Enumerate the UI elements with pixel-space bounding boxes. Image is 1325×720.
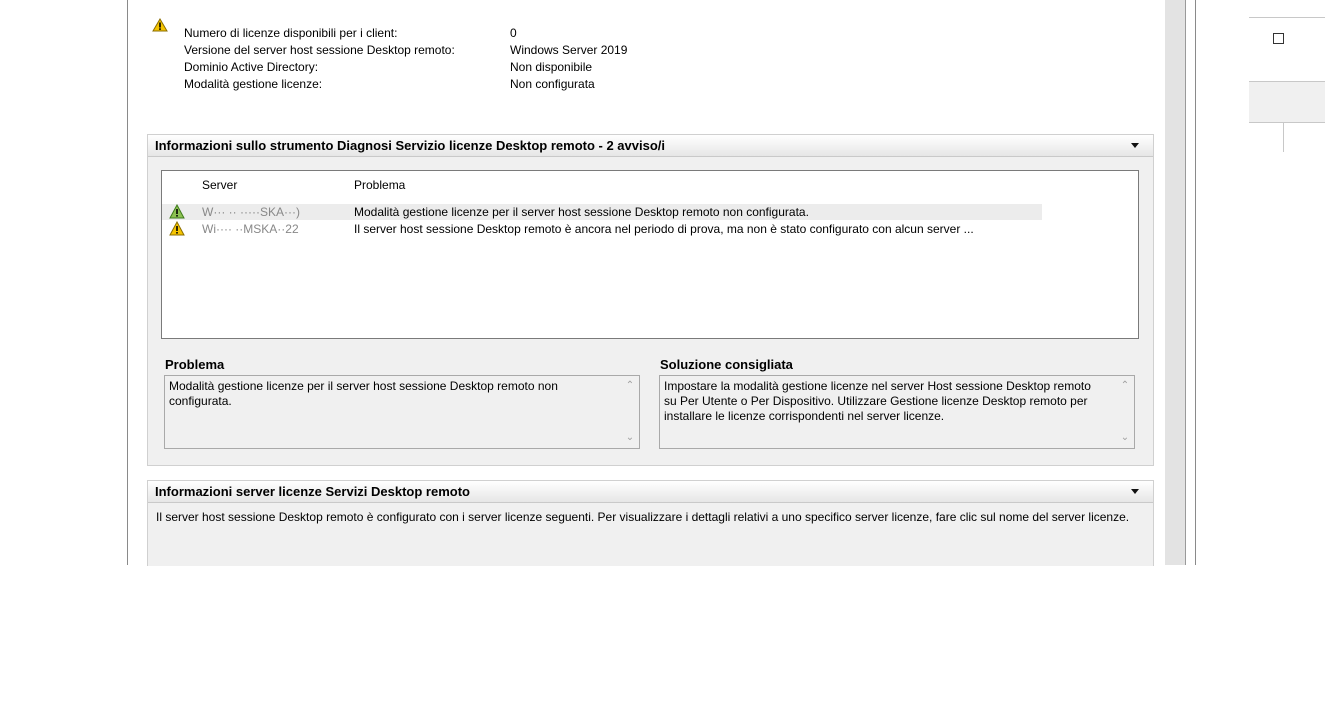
diagnosis-section	[147, 134, 1154, 466]
solution-pane-title: Soluzione consigliata	[660, 357, 793, 372]
table-row[interactable]	[162, 221, 1042, 237]
problem-cell: Il server host sessione Desktop remoto è ancora nel periodo di prova, ma non è stato configurato con alcun server ...	[354, 222, 974, 236]
chevron-down-icon[interactable]	[1131, 489, 1139, 494]
column-header-server[interactable]: Server	[202, 178, 238, 192]
license-servers-description: Il server host sessione Desktop remoto è configurato con i server licenze seguenti. Per visualizzare i dettagli relativi a uno specifico server licenze, fare clic sul nome del server licenze.	[156, 510, 1130, 524]
solution-text: Impostare la modalità gestione licenze nel server Host sessione Desktop remoto su Per Utente o Per Dispositivo. Utilizzare Gestione licenze Desktop remoto per installare le licenze corrispondenti nel server licenze.	[664, 379, 1091, 423]
right-side-panel	[1249, 0, 1325, 125]
license-servers-section	[147, 480, 1154, 566]
server-name-cell: Wi···· ··MSKA··22	[202, 222, 299, 236]
info-value: 0	[510, 26, 517, 40]
problem-cell: Modalità gestione licenze per il server host sessione Desktop remoto non configurata.	[354, 205, 809, 219]
panel-band	[1249, 81, 1325, 123]
info-label: Versione del server host sessione Desktop remoto:	[184, 43, 455, 57]
info-value: Windows Server 2019	[510, 43, 628, 57]
scroll-up-icon[interactable]: ⌃	[1120, 380, 1130, 391]
table-row[interactable]	[162, 204, 1042, 220]
info-label: Modalità gestione licenze:	[184, 77, 323, 91]
problem-textbox[interactable]	[164, 375, 640, 449]
chevron-down-icon[interactable]	[1131, 143, 1139, 148]
scroll-up-icon[interactable]: ⌃	[625, 380, 635, 391]
warning-green-icon	[169, 204, 185, 219]
solution-textbox[interactable]	[659, 375, 1135, 449]
scroll-down-icon[interactable]: ⌄	[1120, 432, 1130, 443]
column-header-problem[interactable]: Problema	[354, 178, 406, 192]
warning-icon	[152, 18, 168, 32]
info-label: Dominio Active Directory:	[184, 60, 319, 74]
diagnosis-listview[interactable]	[161, 170, 1139, 339]
checkbox[interactable]	[1273, 33, 1284, 44]
problem-pane-title: Problema	[165, 357, 225, 372]
vertical-scrollbar[interactable]	[1165, 0, 1185, 565]
panel-divider	[1249, 17, 1325, 18]
server-name-cell: W··· ·· ·····SKA···)	[202, 205, 300, 219]
info-value: Non configurata	[510, 77, 595, 91]
panel-divider	[1283, 122, 1284, 152]
problem-text: Modalità gestione licenze per il server host sessione Desktop remoto non configurata.	[169, 379, 558, 408]
license-servers-section-title: Informazioni server licenze Servizi Desktop remoto	[155, 484, 470, 499]
info-label: Numero di licenze disponibili per i client:	[184, 26, 398, 40]
license-servers-section-header[interactable]	[148, 481, 1153, 503]
frame-divider	[1185, 0, 1186, 565]
info-value: Non disponibile	[510, 60, 593, 74]
scroll-down-icon[interactable]: ⌄	[625, 432, 635, 443]
diagnosis-section-title: Informazioni sullo strumento Diagnosi Servizio licenze Desktop remoto - 2 avviso/i	[155, 138, 665, 153]
warning-icon	[169, 221, 185, 236]
diagnosis-section-header[interactable]	[148, 135, 1153, 157]
